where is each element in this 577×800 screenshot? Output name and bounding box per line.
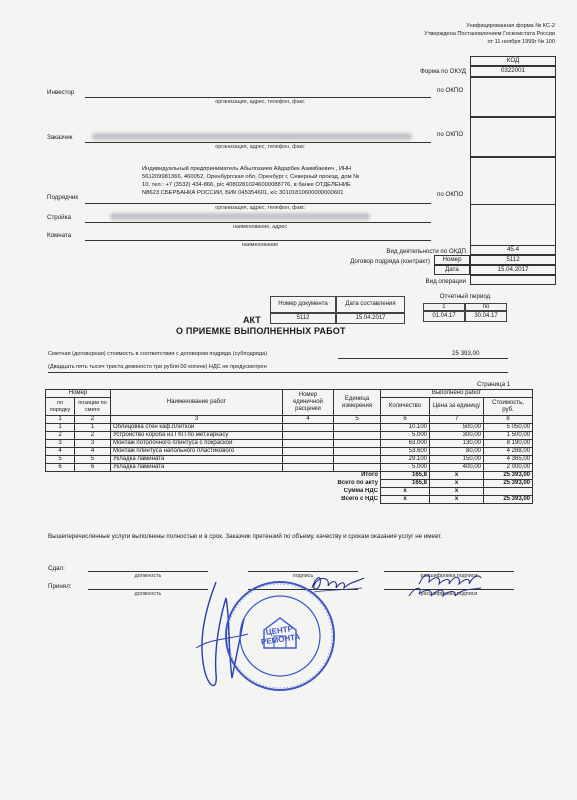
header-done: Выполнено работ bbox=[381, 390, 533, 398]
total-sum: 25 393,00 bbox=[484, 496, 533, 504]
row-position: 6 bbox=[75, 464, 111, 472]
col-num-4: 4 bbox=[283, 416, 334, 424]
okud-label: Форма по ОКУД bbox=[420, 68, 466, 75]
col-num-1: 1 bbox=[46, 416, 75, 424]
row-name: Монтаж плинтуса напольного пластикового bbox=[111, 448, 283, 456]
row-name: Монтаж потолочного плинтуса с покраской bbox=[111, 440, 283, 448]
doc-number: 5112 bbox=[270, 313, 336, 324]
row-rate bbox=[283, 464, 334, 472]
row-unit bbox=[334, 464, 381, 472]
row-number: 2 bbox=[46, 432, 75, 440]
row-unit bbox=[334, 424, 381, 432]
row-position: 2 bbox=[75, 432, 111, 440]
total-x: х bbox=[430, 488, 484, 496]
row-price: 500,00 bbox=[430, 424, 484, 432]
period-label: Отчетный период bbox=[439, 293, 491, 300]
row-price: 130,00 bbox=[430, 440, 484, 448]
row-sum: 4 365,00 bbox=[484, 456, 533, 464]
row-rate bbox=[283, 432, 334, 440]
header-unit: Единица измерения bbox=[334, 390, 381, 416]
cost-words: (Двадцать пять тысяч триста девяносто три рубля 00 копеек) НДС не предусмотрен bbox=[48, 364, 267, 370]
table-row bbox=[46, 440, 533, 448]
total-label: Всего по акту bbox=[337, 480, 378, 486]
kod-header: КОД bbox=[470, 56, 556, 66]
header-po-poryadku: по порядку bbox=[46, 398, 75, 416]
investor-label: Инвестор bbox=[47, 89, 75, 96]
row-sum: 8 190,00 bbox=[484, 440, 533, 448]
contractor-label: Подрядчик bbox=[47, 194, 79, 201]
row-number: 3 bbox=[46, 440, 75, 448]
row-position: 1 bbox=[75, 424, 111, 432]
col-num-2: 2 bbox=[75, 416, 111, 424]
okpo-label-3: по ОКПО bbox=[437, 191, 464, 198]
signature-received-decode bbox=[405, 582, 485, 602]
cost-words-line bbox=[48, 372, 508, 373]
col-num-6: 6 bbox=[381, 416, 430, 424]
site-line bbox=[85, 222, 431, 223]
completion-statement: Вышеперечисленные услуги выполнены полностью и в срок. Заказчик претензий по объему, качеству и срокам оказания услуг не имеет. bbox=[48, 533, 443, 540]
cost-label: Сметная (договорная) стоимость в соответствии с договором подряда (субподряда) bbox=[48, 351, 268, 357]
period-to: 30.04.17 bbox=[465, 311, 507, 322]
contract-number-label: Номер bbox=[434, 255, 470, 265]
table-row bbox=[46, 448, 533, 456]
row-price: 80,00 bbox=[430, 448, 484, 456]
okpo-investor-box bbox=[470, 77, 556, 117]
table-row bbox=[46, 432, 533, 440]
contractor-line-1: Индивидуальный предприниматель Абылгазиев Айдарбек Азимбаевич , ИНН bbox=[142, 166, 352, 172]
received-label: Принял: bbox=[48, 583, 72, 590]
received-position-caption: должность bbox=[134, 591, 162, 597]
okpo-label-1: по ОКПО bbox=[437, 87, 464, 94]
total-row bbox=[46, 480, 533, 488]
header-price: Цена за единицу bbox=[430, 398, 484, 416]
site-label: Стройка bbox=[47, 214, 71, 221]
col-num-3: 3 bbox=[111, 416, 283, 424]
room-label: Комната bbox=[47, 232, 72, 239]
row-qty: 5.000 bbox=[381, 432, 430, 440]
row-position: 5 bbox=[75, 456, 111, 464]
act-subtitle: О ПРИЕМКЕ ВЫПОЛНЕННЫХ РАБОТ bbox=[176, 326, 346, 336]
contractor-line-2: 561209981366, 460052, Оренбургская обл, Оренбург г, Северный проезд, дом № bbox=[142, 174, 360, 180]
period-from: 01.04.17 bbox=[423, 311, 465, 322]
col-num-8: 8 bbox=[484, 416, 533, 424]
form-date: от 11 ноября 1999г № 100 bbox=[487, 39, 555, 45]
received-decode-caption: расшифровка подписи bbox=[420, 591, 478, 597]
col-num-7: 7 bbox=[430, 416, 484, 424]
total-sum: 25 393,00 bbox=[484, 472, 533, 480]
table-row bbox=[46, 464, 533, 472]
operation-label: Вид операции bbox=[425, 278, 466, 285]
total-x: х bbox=[430, 496, 484, 504]
total-sum bbox=[484, 488, 533, 496]
header-rate: Номер единичной расценки bbox=[283, 390, 334, 416]
row-qty: 53.600 bbox=[381, 448, 430, 456]
handed-position-line bbox=[88, 571, 208, 572]
total-qty: х bbox=[381, 496, 430, 504]
contract-label: Договор подряда (контракт) bbox=[350, 258, 430, 265]
okdp-box: 45.4 bbox=[470, 245, 556, 255]
header-poziciya: позиции по смете bbox=[75, 398, 111, 416]
table-row bbox=[46, 456, 533, 464]
row-name: Устройство короба из ГКП по мет.каркасу bbox=[111, 432, 283, 440]
row-sum: 4 288,00 bbox=[484, 448, 533, 456]
okpo-contractor-box bbox=[470, 157, 556, 205]
handed-signature-caption: подпись bbox=[292, 573, 314, 579]
room-caption: наименование bbox=[241, 242, 279, 248]
period-to-label: по bbox=[465, 303, 507, 311]
header-name: Наименование работ bbox=[111, 390, 283, 416]
okud-box: 0322001 bbox=[470, 66, 556, 77]
header-nomer: Номер bbox=[46, 390, 111, 398]
row-name: Облицовка стен каф.плиткой bbox=[111, 424, 283, 432]
contract-number-value: 5112 bbox=[470, 255, 556, 265]
total-x: х bbox=[430, 480, 484, 488]
total-row bbox=[46, 488, 533, 496]
stamp-text: ЦЕНТР РЕМОНТА bbox=[260, 624, 301, 647]
investor-line bbox=[85, 97, 431, 98]
row-position: 3 bbox=[75, 440, 111, 448]
row-qty: 5.000 bbox=[381, 464, 430, 472]
customer-caption: организация, адрес, телефон, факс bbox=[215, 144, 305, 150]
total-qty: 165,8 bbox=[381, 472, 430, 480]
cost-line bbox=[338, 358, 508, 359]
handed-label: Сдал: bbox=[48, 565, 65, 572]
contractor-line-4: N8623 СБЕРБАНКА РОССИИ, БИК 045354601, к/с 30101810600000000601 bbox=[142, 190, 344, 196]
row-price: 300,00 bbox=[430, 432, 484, 440]
row-unit bbox=[334, 440, 381, 448]
header-cost: Стоимость, руб. bbox=[484, 398, 533, 416]
contract-date-value: 15.04.2017 bbox=[470, 265, 556, 275]
row-number: 4 bbox=[46, 448, 75, 456]
okdp-label: Вид деятельности по ОКДП bbox=[386, 248, 466, 255]
row-sum: 2 000,00 bbox=[484, 464, 533, 472]
row-qty: 10.100 bbox=[381, 424, 430, 432]
row-price: 150,00 bbox=[430, 456, 484, 464]
okpo-customer-box bbox=[470, 117, 556, 157]
table-header-row-1 bbox=[46, 390, 533, 398]
row-position: 4 bbox=[75, 448, 111, 456]
row-sum: 1 500,00 bbox=[484, 432, 533, 440]
total-x: х bbox=[430, 472, 484, 480]
contractor-line bbox=[85, 203, 431, 204]
customer-label: Заказчик bbox=[47, 134, 73, 141]
row-number: 5 bbox=[46, 456, 75, 464]
customer-redacted bbox=[92, 133, 412, 140]
doc-number-label: Номер документа bbox=[270, 296, 336, 313]
col-num-5: 5 bbox=[334, 416, 381, 424]
investor-caption: организация, адрес, телефон, факс bbox=[215, 99, 305, 105]
contractor-caption: организация, адрес, телефон, факс bbox=[215, 205, 305, 211]
total-sum: 25 393,00 bbox=[484, 480, 533, 488]
act-title: АКТ bbox=[243, 315, 261, 325]
header-qty: Количество bbox=[381, 398, 430, 416]
total-qty: х bbox=[381, 488, 430, 496]
site-redacted bbox=[110, 213, 370, 220]
row-unit bbox=[334, 448, 381, 456]
period-from-label: с bbox=[423, 303, 465, 311]
row-rate bbox=[283, 440, 334, 448]
total-label: Всего с НДС bbox=[341, 496, 378, 502]
row-qty: 29.100 bbox=[381, 456, 430, 464]
form-title: Унифицированная форма № КС-2 bbox=[466, 23, 555, 29]
handed-position-caption: должность bbox=[134, 573, 162, 579]
contractor-line-3: 10, тел.: +7 (3532) 434-866, р/с 40802810246000088776, в банке ОТДЕЛЕНИЕ bbox=[142, 182, 351, 188]
row-unit bbox=[334, 432, 381, 440]
row-rate bbox=[283, 424, 334, 432]
row-name: Укладка ламината bbox=[111, 464, 283, 472]
row-unit bbox=[334, 456, 381, 464]
total-qty: 165,8 bbox=[381, 480, 430, 488]
customer-line bbox=[85, 142, 431, 143]
row-sum: 5 050,00 bbox=[484, 424, 533, 432]
table-row bbox=[46, 424, 533, 432]
room-line bbox=[85, 240, 431, 241]
table-number-row bbox=[46, 416, 533, 424]
total-label: Итого bbox=[46, 472, 381, 480]
total-row bbox=[46, 472, 533, 480]
works-table bbox=[45, 389, 533, 504]
row-rate bbox=[283, 456, 334, 464]
contract-date-label: Дата bbox=[434, 265, 470, 275]
row-number: 1 bbox=[46, 424, 75, 432]
handed-decode-caption: расшифровка подписи bbox=[420, 573, 478, 579]
total-row bbox=[46, 496, 533, 504]
row-number: 6 bbox=[46, 464, 75, 472]
row-name: Укладка ламината bbox=[111, 456, 283, 464]
doc-date: 15.04.2017 bbox=[336, 313, 405, 324]
operation-box bbox=[470, 275, 556, 285]
row-price: 400,00 bbox=[430, 464, 484, 472]
doc-date-label: Дата составления bbox=[336, 296, 405, 313]
row-rate bbox=[283, 448, 334, 456]
contractor-text bbox=[142, 165, 438, 197]
row-qty: 63.000 bbox=[381, 440, 430, 448]
site-caption: наименование, адрес bbox=[232, 224, 288, 230]
okpo-label-2: по ОКПО bbox=[437, 131, 464, 138]
total-label: Сумма НДС bbox=[343, 488, 378, 494]
cost-value: 25 393,00 bbox=[452, 350, 480, 357]
form-approved: Утверждена Постановлением Госкомстата России bbox=[424, 31, 555, 37]
page-label: Страница 1 bbox=[477, 381, 511, 388]
